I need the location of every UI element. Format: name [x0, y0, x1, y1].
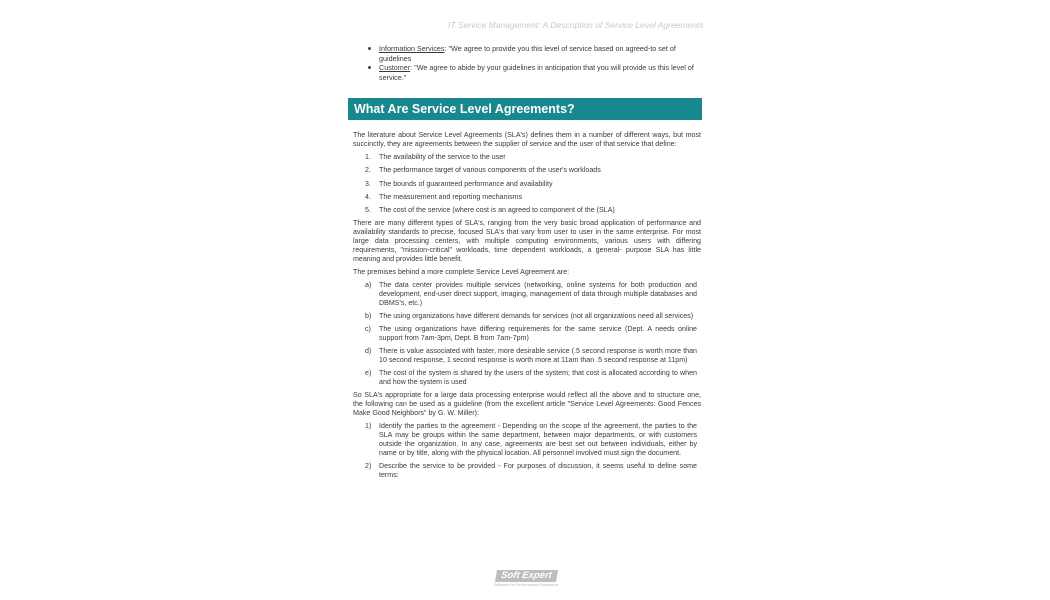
- list-item-text: The bounds of guaranteed performance and availability: [379, 179, 553, 188]
- list-marker: 5.: [365, 206, 371, 215]
- list-item: [364, 63, 700, 82]
- section-title: What Are Service Level Agreements?: [354, 102, 575, 116]
- list-marker: 1.: [365, 153, 371, 161]
- intro-bullet-list: [364, 44, 700, 82]
- list-item: [353, 180, 701, 189]
- list-marker: e): [365, 369, 372, 378]
- logo-tagline: Software for Performance Excellence: [493, 583, 559, 587]
- list-item: [353, 462, 701, 480]
- list-marker: b): [365, 312, 372, 321]
- term-text: : "We agree to provide you this level of service based on agreed-to set of guidelines: [379, 44, 676, 63]
- list-item: [353, 312, 701, 321]
- list-item-text: The cost of the system is shared by the users of the system; that cost is allocated according to when and how the system is used: [379, 369, 697, 387]
- defines-list: [353, 153, 701, 215]
- list-marker: 2.: [365, 166, 371, 175]
- list-marker: 3.: [365, 179, 371, 188]
- paragraph: So SLA's appropriate for a large data processing enterprise would reflect all the above and to structure one, the following can be used as a guideline (from the excellent article "Service Level Agreements: Good Fences Make Good Neighbors" by G. W. Miller):: [353, 391, 701, 418]
- list-marker: 2): [365, 462, 372, 471]
- paragraph: The literature about Service Level Agreements (SLA's) defines them in a number of different ways, but most succinctly, they are agreements between the supplier of service and the user of that service that define:: [353, 131, 701, 148]
- list-marker: 1): [365, 422, 372, 431]
- list-marker: a): [365, 281, 372, 290]
- list-marker: d): [365, 347, 372, 356]
- list-item-text: Describe the service to be provided - For purposes of discussion, it seems useful to define some terms:: [379, 462, 697, 479]
- bullet-icon: [368, 47, 371, 50]
- list-item-text: The using organizations have differing requirements for the same service (Dept. A needs online support from 7am-3pm, Dept. B from 7am-7pm): [379, 325, 697, 343]
- softexpert-logo: [490, 565, 562, 587]
- list-item: [353, 193, 701, 202]
- paragraph: The premises behind a more complete Service Level Agreement are:: [353, 268, 570, 277]
- list-item-text: The using organizations have different demands for services (not all organizations need all services): [379, 312, 694, 321]
- list-item-text: The performance target of various components of the user's workloads: [379, 166, 601, 175]
- list-item-text: There is value associated with faster, more desirable service (.5 second response is worth more than 10 second response, 1 second response is worth more at 11am than .5 second response at 11pm): [379, 347, 697, 365]
- list-marker: 4.: [365, 192, 371, 201]
- list-item-text: The cost of the service (where cost is an agreed to component of the (SLA): [379, 206, 615, 215]
- term-text: : "We agree to abide by your guidelines in anticipation that you will provide us this level of service.": [379, 63, 694, 82]
- list-item: [353, 206, 701, 215]
- list-item: [353, 153, 701, 162]
- list-item: [353, 325, 701, 343]
- list-item: [353, 166, 701, 175]
- logo-name: Soft Expert: [495, 570, 558, 582]
- section-body: [353, 131, 701, 484]
- list-item-text: The data center provides multiple services (networking, online systems for both production and development, end-user direct support, imaging, management of data through multiple databases and DBMS's, etc.): [379, 281, 697, 308]
- list-item: [353, 347, 701, 365]
- list-marker: c): [365, 325, 371, 334]
- premises-list: [353, 281, 701, 387]
- running-header: IT Service Management: A Description of Service Level Agreements: [448, 20, 704, 30]
- section-heading-bar: [348, 98, 702, 120]
- document-page: [348, 0, 704, 600]
- list-item: [353, 369, 701, 387]
- list-item-text: The measurement and reporting mechanisms: [379, 192, 523, 201]
- list-item-text: Identify the parties to the agreement - Depending on the scope of the agreement, the parties to the SLA may be groups within the same department, between major departments, or with customers outside the organization. In any case, agreements are best set out between individuals, either by name or by title, along with the physical location. All personnel involved must sign the document.: [379, 422, 697, 457]
- list-item: [353, 422, 701, 458]
- bullet-icon: [368, 66, 371, 69]
- list-item: [364, 44, 700, 63]
- paragraph: There are many different types of SLA's, ranging from the very basic broad application of performance and availability standards to precise, focused SLA's that vary from user to user in the same enterprise. For most large data processing centers, with multiple computing environments, various users with differing requirements, "mission-critical" workloads, time dependent workloads, a general- purpose SLA has little meaning and provides little benefit.: [353, 219, 701, 264]
- term-label: Information Services: [379, 44, 445, 53]
- list-item-text: The availability of the service to the user: [379, 153, 506, 161]
- guideline-steps-list: [353, 422, 701, 480]
- list-item: [353, 281, 701, 308]
- term-label: Customer: [379, 63, 411, 72]
